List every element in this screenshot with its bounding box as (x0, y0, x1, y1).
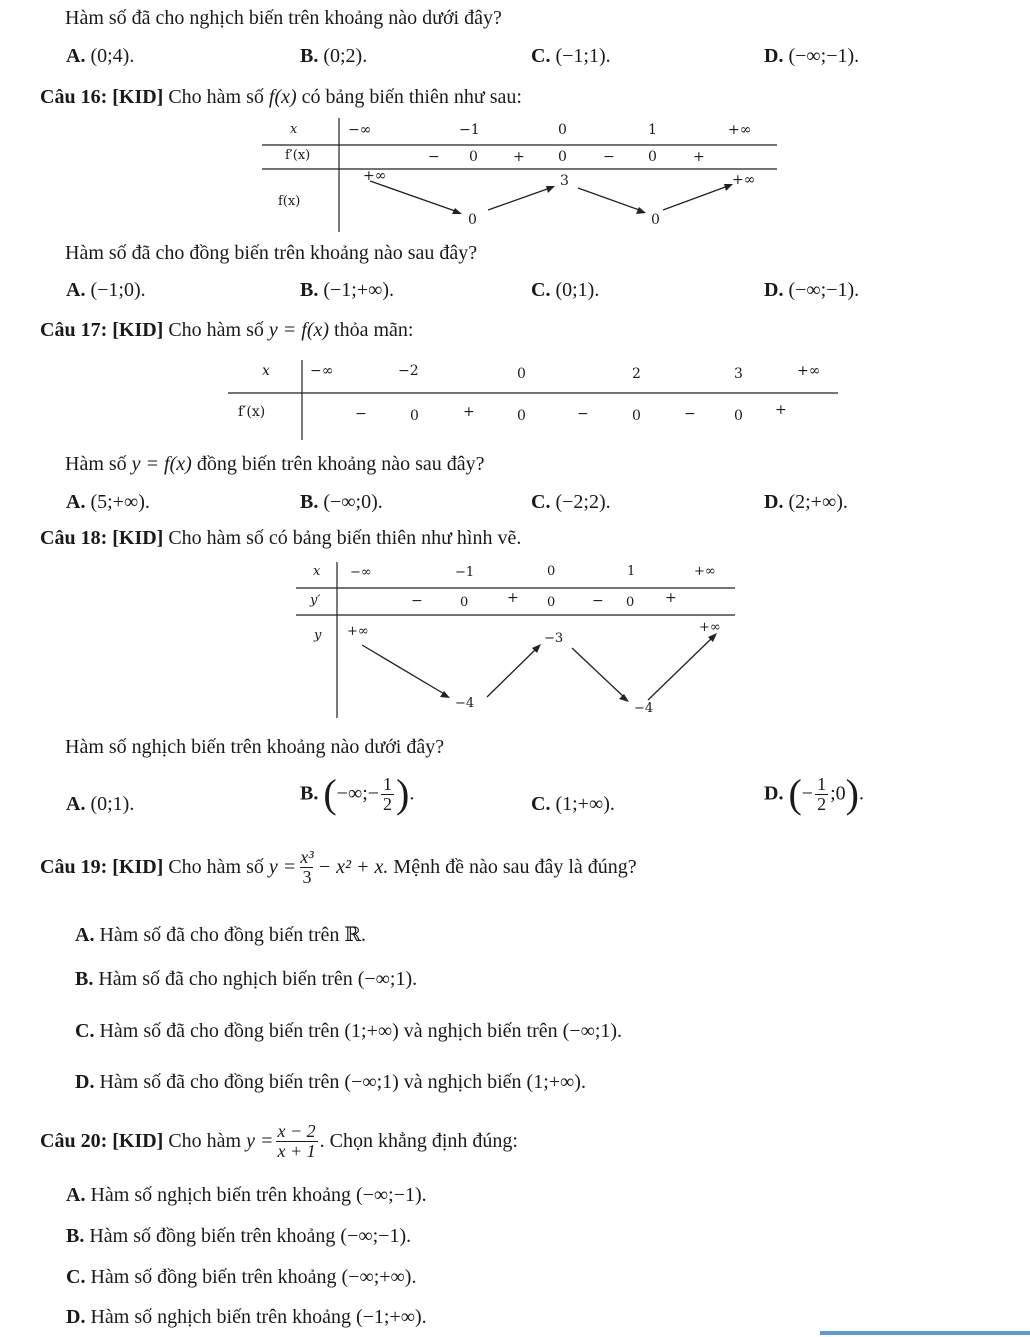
q15-prompt: Hàm số đã cho nghịch biến trên khoảng nào dưới đây? (65, 7, 502, 29)
q20-heading: Câu 20: [KID] Cho hàm y = $\frac{x - 2}{x + 1}$ . Chọn khẳng định đúng: (40, 1121, 518, 1161)
q16-option-c[interactable]: C. (0;1). (531, 279, 600, 301)
q18-y-4: +∞ (699, 620, 721, 635)
q19-option-c[interactable]: C. Hàm số đã cho đồng biến trên (1;+∞) và nghịch biến trên (−∞;1). (75, 1020, 623, 1042)
q16-x-0: −∞ (348, 122, 372, 138)
q17-sign-8: + (775, 402, 787, 418)
q17-sign-1: 0 (410, 408, 419, 424)
q15-option-c[interactable]: C. (−1;1). (531, 45, 611, 67)
q17-option-d[interactable]: D. (2;+∞). (764, 491, 848, 513)
q17-sign-5: 0 (632, 408, 641, 424)
q16-heading: Câu 16: [KID] Cho hàm số f(x) có bảng biến thiên như sau: (40, 86, 522, 108)
q18-sign-4: − (592, 593, 604, 609)
q18-y-3: −4 (634, 701, 654, 716)
q16-option-a[interactable]: A. (−1;0). (66, 279, 146, 301)
scroll-progress-fill (820, 1331, 1030, 1335)
q19-option-a[interactable]: A. Hàm số đã cho đồng biến trên ℝ. (75, 924, 367, 946)
q18-y-2: −3 (544, 631, 564, 646)
q16-sign-2: + (513, 149, 525, 165)
q16-sign-4: − (603, 149, 615, 165)
q18-sign-6: + (665, 590, 677, 606)
q18-arrow-up-1 (487, 648, 537, 697)
q18-sign-2: + (507, 590, 519, 606)
q16-x-label: x (290, 122, 298, 137)
q17-sign-2: + (463, 404, 475, 420)
q16-x-4: +∞ (728, 122, 752, 138)
q17-sign-0: − (355, 406, 367, 422)
q16-f-0: +∞ (363, 168, 387, 184)
q18-sign-5: 0 (626, 595, 635, 610)
q18-sign-3: 0 (547, 595, 556, 610)
q18-x-0: −∞ (350, 565, 372, 580)
q16-x-2: 0 (558, 122, 567, 138)
q17-x-label: x (262, 363, 270, 379)
q18-arrow-up-2 (648, 637, 713, 700)
q16-f-4: +∞ (732, 172, 756, 188)
q15-option-a[interactable]: A. (0;4). (66, 45, 135, 67)
q18-y-label: y (314, 628, 322, 643)
q18-y-1: −4 (455, 696, 475, 711)
q17-sign-4: − (577, 406, 589, 422)
q17-fp-label: f′(x) (238, 404, 266, 420)
q19-heading: Câu 19: [KID] Cho hàm số y = $\frac{\text{x³}}{3}$ − x² + x. Mệnh đề nào sau đây là đúng? (40, 847, 637, 887)
q18-yp-label: y′ (310, 593, 321, 608)
q17-heading: Câu 17: [KID] Cho hàm số y = f(x) thỏa mãn: (40, 319, 414, 341)
q17-x-0: −∞ (310, 363, 334, 379)
q16-sign-0: − (428, 149, 440, 165)
q18-x-3: 1 (627, 564, 636, 579)
q17-x-5: +∞ (797, 363, 821, 379)
q16-sign-5: 0 (648, 149, 657, 165)
q18-prompt: Hàm số nghịch biến trên khoảng nào dưới đây? (65, 736, 445, 758)
q17-sign-7: 0 (734, 408, 743, 424)
q16-fp-label: f′(x) (285, 148, 311, 163)
q18-option-d[interactable]: D. (− $\frac{1}{2}$ ;0). (764, 771, 864, 816)
q19-option-b[interactable]: B. Hàm số đã cho nghịch biến trên (−∞;1). (75, 968, 418, 990)
q16-sign-1: 0 (469, 149, 478, 165)
q17-option-b[interactable]: B. (−∞;0). (300, 491, 383, 513)
q16-f-2: 3 (560, 173, 569, 189)
q16-sign-6: + (693, 149, 705, 165)
q16-f-label: f(x) (278, 194, 301, 209)
q18-x-1: −1 (455, 565, 475, 580)
q18-sign-0: − (411, 593, 423, 609)
q18-arrow-down-2 (572, 648, 625, 698)
q16-prompt: Hàm số đã cho đồng biến trên khoảng nào sau đây? (65, 242, 478, 264)
q19-option-d[interactable]: D. Hàm số đã cho đồng biến trên (−∞;1) và nghịch biến (1;+∞). (75, 1071, 586, 1093)
q16-x-3: 1 (648, 122, 657, 138)
q17-prompt: Hàm số y = f(x) đồng biến trên khoảng nào sau đây? (65, 453, 485, 475)
scroll-progress-bar[interactable] (820, 1331, 1030, 1335)
q15-option-d[interactable]: D. (−∞;−1). (764, 45, 860, 67)
q18-option-a[interactable]: A. (0;1). (66, 793, 135, 815)
q17-sign-6: − (684, 406, 696, 422)
q17-x-4: 3 (734, 366, 743, 382)
q20-option-c[interactable]: C. Hàm số đồng biến trên khoảng (−∞;+∞). (66, 1266, 417, 1288)
q16-f-3: 0 (651, 212, 660, 228)
q20-option-b[interactable]: B. Hàm số đồng biến trên khoảng (−∞;−1). (66, 1225, 412, 1247)
q16-f-1: 0 (468, 212, 477, 228)
q18-x-label: x (313, 564, 321, 579)
q20-option-d[interactable]: D. Hàm số nghịch biến trên khoảng (−1;+∞). (66, 1306, 427, 1328)
q18-x-2: 0 (547, 564, 556, 579)
q18-option-c[interactable]: C. (1;+∞). (531, 793, 615, 815)
q16-sign-3: 0 (558, 149, 567, 165)
q16-option-b[interactable]: B. (−1;+∞). (300, 279, 395, 301)
q17-option-c[interactable]: C. (−2;2). (531, 491, 611, 513)
q16-option-d[interactable]: D. (−∞;−1). (764, 279, 860, 301)
q17-x-2: 0 (517, 366, 526, 382)
q18-option-b[interactable]: B. (−∞;− $\frac{1}{2}$ ). (300, 771, 415, 816)
q18-x-4: +∞ (694, 564, 716, 579)
q17-sign-3: 0 (517, 408, 526, 424)
q18-sign-1: 0 (460, 595, 469, 610)
q17-option-a[interactable]: A. (5;+∞). (66, 491, 150, 513)
q18-y-0: +∞ (347, 624, 369, 639)
q15-option-b[interactable]: B. (0;2). (300, 45, 368, 67)
q18-heading: Câu 18: [KID] Cho hàm số có bảng biến thiên như hình vẽ. (40, 527, 522, 549)
q18-arrow-down-1 (362, 645, 446, 695)
q16-x-1: −1 (459, 122, 480, 138)
q20-option-a[interactable]: A. Hàm số nghịch biến trên khoảng (−∞;−1). (66, 1184, 427, 1206)
q17-x-3: 2 (632, 366, 641, 382)
q17-x-1: −2 (398, 363, 419, 379)
